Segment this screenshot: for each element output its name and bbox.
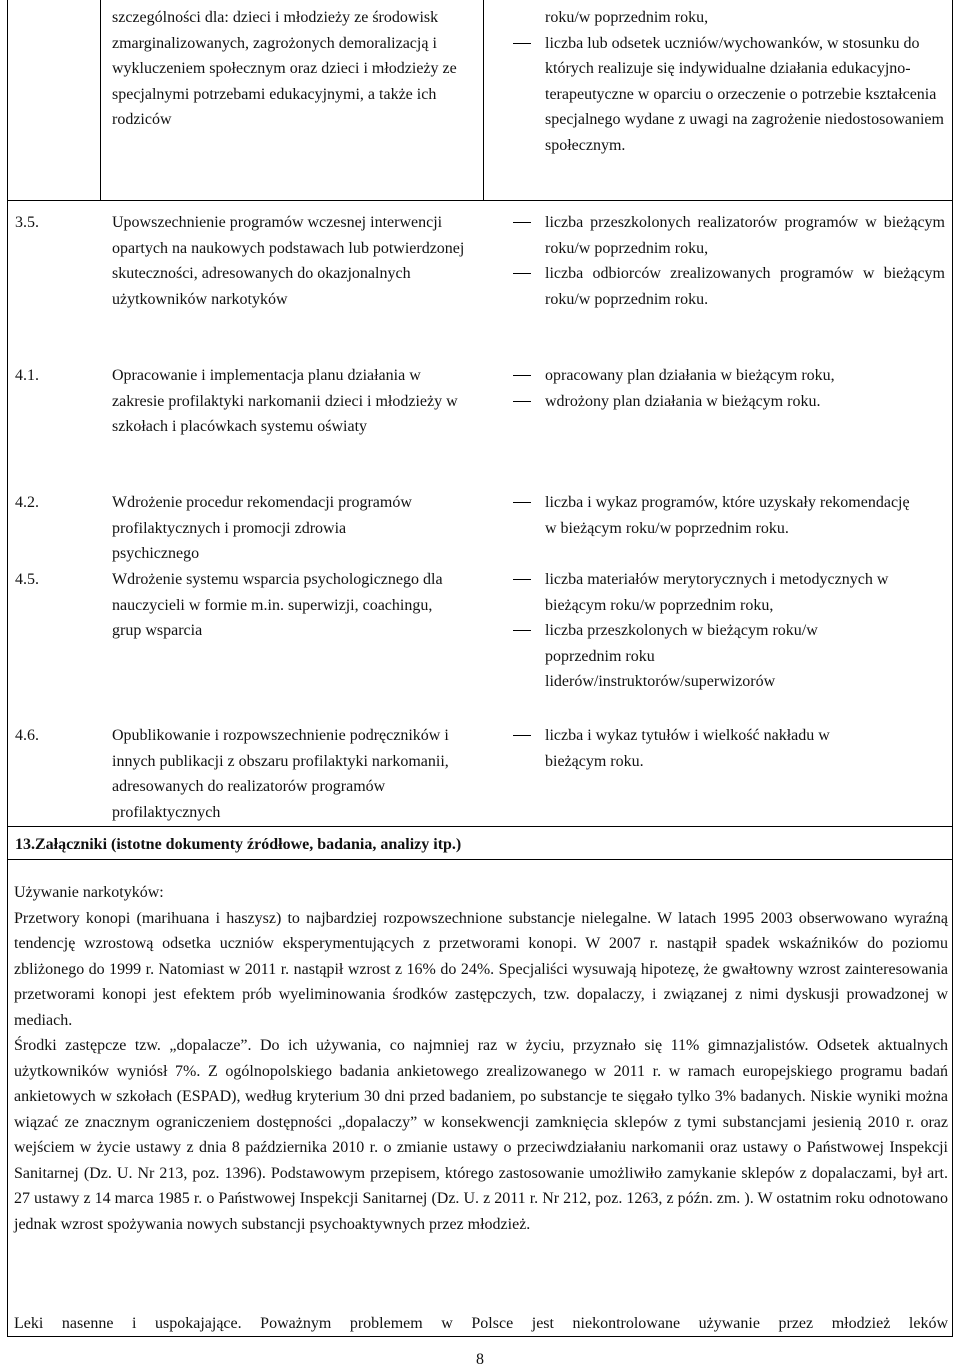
dash-bullet bbox=[513, 579, 531, 580]
table-divider-number bbox=[100, 0, 101, 200]
indicator-text: liczba materiałów merytorycznych i metodycznych w bieżącym roku/w poprzednim roku, bbox=[545, 571, 889, 614]
indicator-text: roku/w poprzednim roku, bbox=[545, 9, 709, 26]
dash-bullet bbox=[513, 222, 531, 223]
table-divider-task bbox=[483, 0, 484, 200]
indicator-item bbox=[545, 567, 945, 618]
task-number: 4.6. bbox=[15, 727, 39, 744]
table-border-right bbox=[952, 0, 953, 200]
dash-bullet bbox=[513, 502, 531, 503]
dash-bullet bbox=[513, 375, 531, 376]
indicator-list bbox=[545, 5, 945, 158]
indicator-item-continued bbox=[545, 5, 945, 31]
indicator-text: liczba i wykaz tytułów i wielkość nakładu w bieżącym roku. bbox=[545, 727, 830, 770]
dash-bullet bbox=[513, 630, 531, 631]
indicator-text: liczba lub odsetek uczniów/wychowanków, w stosunku do których realizuje się indywidualne działania edukacyjno-terapeutyczne w oparciu o orzeczenie o potrzebie kształcenia specjalnego wydane z uwagi na zagrożenie niedostosowaniem społecznym. bbox=[545, 34, 944, 154]
task-cell-continued: szczególności dla: dzieci i młodzieży ze środowisk zmarginalizowanych, zagrożonych demoralizacją i wykluczeniem społecznym oraz dzieci i młodzieży ze specjalnymi potrzebami edukacyjnymi, a także ich rodziców bbox=[112, 9, 457, 128]
task-number: 3.5. bbox=[15, 214, 39, 231]
task-cell: Opublikowanie i rozpowszechnienie podręczników i innych publikacji z obszaru profilaktyki narkomanii, adresowanych do realizatorów programów profilaktycznych bbox=[112, 727, 449, 821]
indicator-item bbox=[545, 490, 915, 541]
indicator-item bbox=[545, 723, 885, 774]
body-heading: Używanie narkotyków: bbox=[14, 884, 164, 901]
task-cell: Upowszechnienie programów wczesnej interwencji opartych na naukowych podstawach lub potwierdzonej skuteczności, adresowanych do okazjonalnych użytkowników narkotyków bbox=[112, 214, 465, 308]
indicator-text: opracowany plan działania w bieżącym roku, bbox=[545, 367, 835, 384]
task-cell: Wdrożenie procedur rekomendacji programów profilaktycznych i promocji zdrowia psychicznego bbox=[112, 494, 412, 562]
table-bottom-border bbox=[7, 826, 953, 827]
indicator-text: liczba przeszkolonych w bieżącym roku/w poprzednim roku liderów/instruktorów/superwizorów bbox=[545, 622, 818, 690]
indicator-list bbox=[545, 567, 945, 695]
dash-bullet bbox=[513, 43, 531, 44]
task-number: 4.1. bbox=[15, 367, 39, 384]
indicator-text: wdrożony plan działania w bieżącym roku. bbox=[545, 392, 821, 410]
indicator-list bbox=[545, 490, 945, 541]
section-bottom-border bbox=[7, 859, 953, 860]
page-number: 8 bbox=[476, 1351, 484, 1368]
section-title: 13.Załączniki (istotne dokumenty źródłowe, badania, analizy itp.) bbox=[15, 836, 462, 853]
indicator-item bbox=[545, 261, 945, 312]
indicator-item bbox=[545, 363, 945, 389]
indicator-list bbox=[545, 210, 945, 312]
indicator-text: liczba odbiorców zrealizowanych programów w bieżącym roku/w poprzednim roku. bbox=[545, 265, 945, 308]
task-number: 4.5. bbox=[15, 571, 39, 588]
indicator-list bbox=[545, 363, 945, 414]
task-cell: Opracowanie i implementacja planu działania w zakresie profilaktyki narkomanii dzieci i młodzieży w szkołach i placówkach systemu oświaty bbox=[112, 367, 458, 435]
indicator-item bbox=[545, 618, 835, 695]
table-border-left bbox=[7, 0, 8, 826]
indicator-text: liczba i wykaz programów, które uzyskały rekomendację w bieżącym roku/w poprzednim roku. bbox=[545, 494, 910, 537]
body-paragraph-last: Leki nasenne i uspokajające. Poważnym problemem w Polsce jest niekontrolowane używanie przez młodzież leków bbox=[14, 1315, 948, 1332]
indicator-list bbox=[545, 723, 945, 774]
task-cell: Wdrożenie systemu wsparcia psychologicznego dla nauczycieli w formie m.in. superwizji, coachingu, grup wsparcia bbox=[112, 571, 443, 639]
indicator-text: liczba przeszkolonych realizatorów programów w bieżącym roku/w poprzednim roku, bbox=[545, 214, 945, 257]
indicator-item bbox=[545, 31, 945, 159]
body-paragraph: Środki zastępcze tzw. „dopalacze”. Do ich używania, co najmniej raz w życiu, przyznało się 11% gimnazjalistów. Odsetek aktualnych użytkowników wyniósł 7%. Z ogólnopolskiego badania ankietowego zrealizowanego w 2011 r. w ramach europejskiego programu badań ankietowych w szkołach (ESPAD), według kryterium 30 dni przed badaniem, po substancje te sięgało tylko 3% badanych. Niskie wyniki można wiązać ze znacznym ograniczeniem dostępności „dopalaczy” w konsekwencji zamknięcia sklepów z tymi substancjami jesienią 2010 r. oraz wejściem w życie ustawy z dnia 8 października 2010 r. o zmianie ustawy o przeciwdziałaniu narkomanii oraz ustawy o Państwowej Inspekcji Sanitarnej (Dz. U. Nr 213, poz. 1396). Podstawowym przepisem, którego zastosowanie umożliwiło zamykanie sklepów z dopalaczami, był art. 27 ustawy z 14 marca 1985 r. o Państwowej Inspekcji Sanitarnej (Dz. U. z 2011 r. Nr 212, poz. 1263, z późn. zm. ). W ostatnim roku odnotowano jednak wzrost spożywania nowych substancji psychoaktywnych przez młodzież. bbox=[14, 1037, 948, 1233]
indicator-item bbox=[545, 389, 945, 415]
indicator-item bbox=[545, 210, 945, 261]
dash-bullet bbox=[513, 401, 531, 402]
body-text bbox=[14, 880, 948, 1237]
body-paragraph: Przetwory konopi (marihuana i haszysz) to najbardziej rozpowszechnione substancje nielegalne. W latach 1995 2003 obserwowano wyraźną tendencję wzrostową odsetka uczniów eksperymentujących z przetworami konopi. W 2007 r. nastąpił spadek wskaźników do poziomu zbliżonego do 1999 r. Natomiast w 2011 r. nastąpił wzrost z 16% do 24%. Specjaliści wysuwają hipotezę, że gwałtowny wzrost zainteresowania przetworami konopi jest efektem prób wyeliminowania środków zastępczych, tzw. dopalaczy, i związanej z nimi dyskusji prowadzonej w mediach. bbox=[14, 909, 948, 1029]
dash-bullet bbox=[513, 735, 531, 736]
row-separator bbox=[7, 200, 953, 201]
task-number: 4.2. bbox=[15, 494, 39, 511]
dash-bullet bbox=[513, 273, 531, 274]
